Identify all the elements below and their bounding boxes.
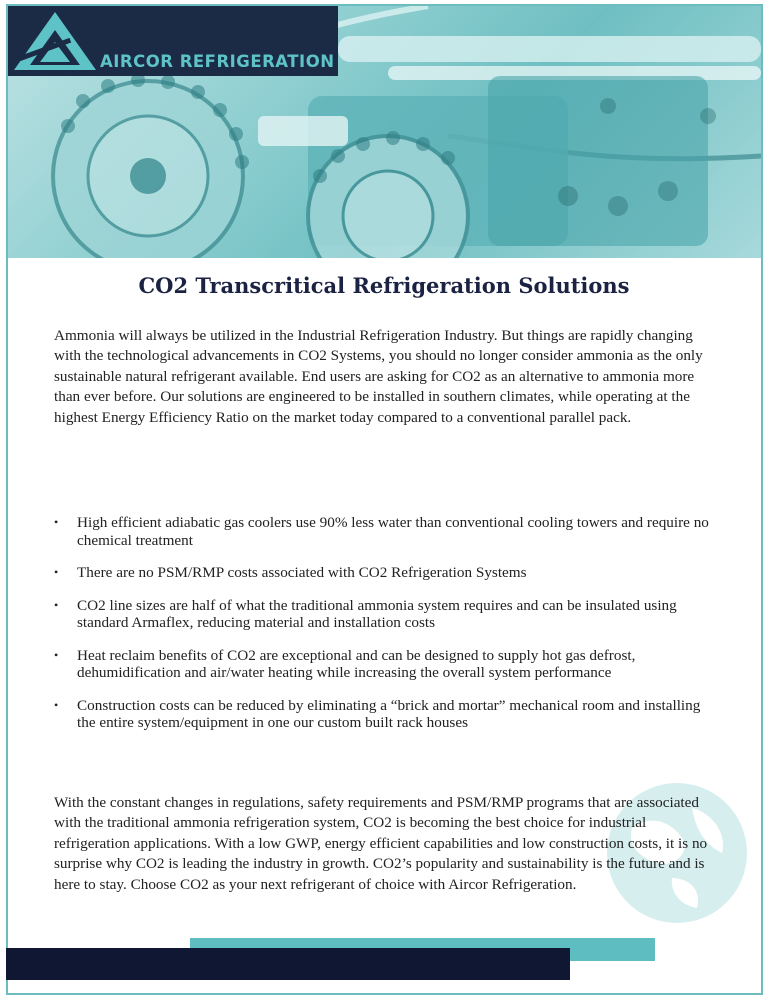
page-title: CO2 Transcritical Refrigeration Solutions [138,273,630,298]
list-item-text: High efficient adiabatic gas coolers use 90% less water than conventional cooling towers and require no chemical treatment [77,514,709,549]
list-item [54,564,718,582]
bullet-icon: • [54,597,59,612]
bullet-icon: • [54,647,59,662]
list-item-text: Construction costs can be reduced by eliminating a “brick and mortar” mechanical room and installing the entire system/equipment in one our custom built rack houses [77,696,701,731]
list-item [54,597,718,632]
intro-paragraph: Ammonia will always be utilized in the Industrial Refrigeration Industry. But things are rapidly changing with the technological advancements in CO2 Systems, you should no longer consider ammonia as the only sustainable natural refrigerant available. End users are asking for CO2 as an alternative to ammonia more than ever before. Our solutions are engineered to be installed in southern climates, while operating at the highest Energy Efficiency Ratio on the market today compared to a conventional parallel pack. [54,327,703,426]
closing-paragraph: With the constant changes in regulations, safety requirements and PSM/RMP programs that are associated with the traditional ammonia refrigeration system, CO2 is becoming the best choice for industrial refrigeration applications. With a low GWP, energy efficient capabilities and low construction costs, it is no surprise why CO2 is leading the industry in growth. CO2’s popularity and sustainability is the future and is here to stay. Choose CO2 as your next refrigerant of choice with Aircor Refrigeration. [54,794,708,893]
list-item [54,514,718,549]
brand-name: AIRCOR REFRIGERATION [100,52,335,71]
list-item [54,647,718,682]
list-item-text: Heat reclaim benefits of CO2 are exceptional and can be designed to supply hot gas defrost, dehumidification and air/water heating while increasing the overall system performance [77,646,636,681]
benefits-list [54,514,718,747]
bullet-icon: • [54,565,59,579]
list-item-text: CO2 line sizes are half of what the traditional ammonia system requires and can be insulated using standard Armaflex, reducing material and installation costs [77,596,677,631]
list-item [54,697,718,732]
footer-bar [6,948,570,980]
bullet-icon: • [54,697,59,712]
list-item-text: There are no PSM/RMP costs associated with CO2 Refrigeration Systems [77,564,527,581]
brand-logo-banner [8,6,338,76]
bullet-icon: • [54,515,59,529]
aircor-logo-icon [12,10,98,72]
